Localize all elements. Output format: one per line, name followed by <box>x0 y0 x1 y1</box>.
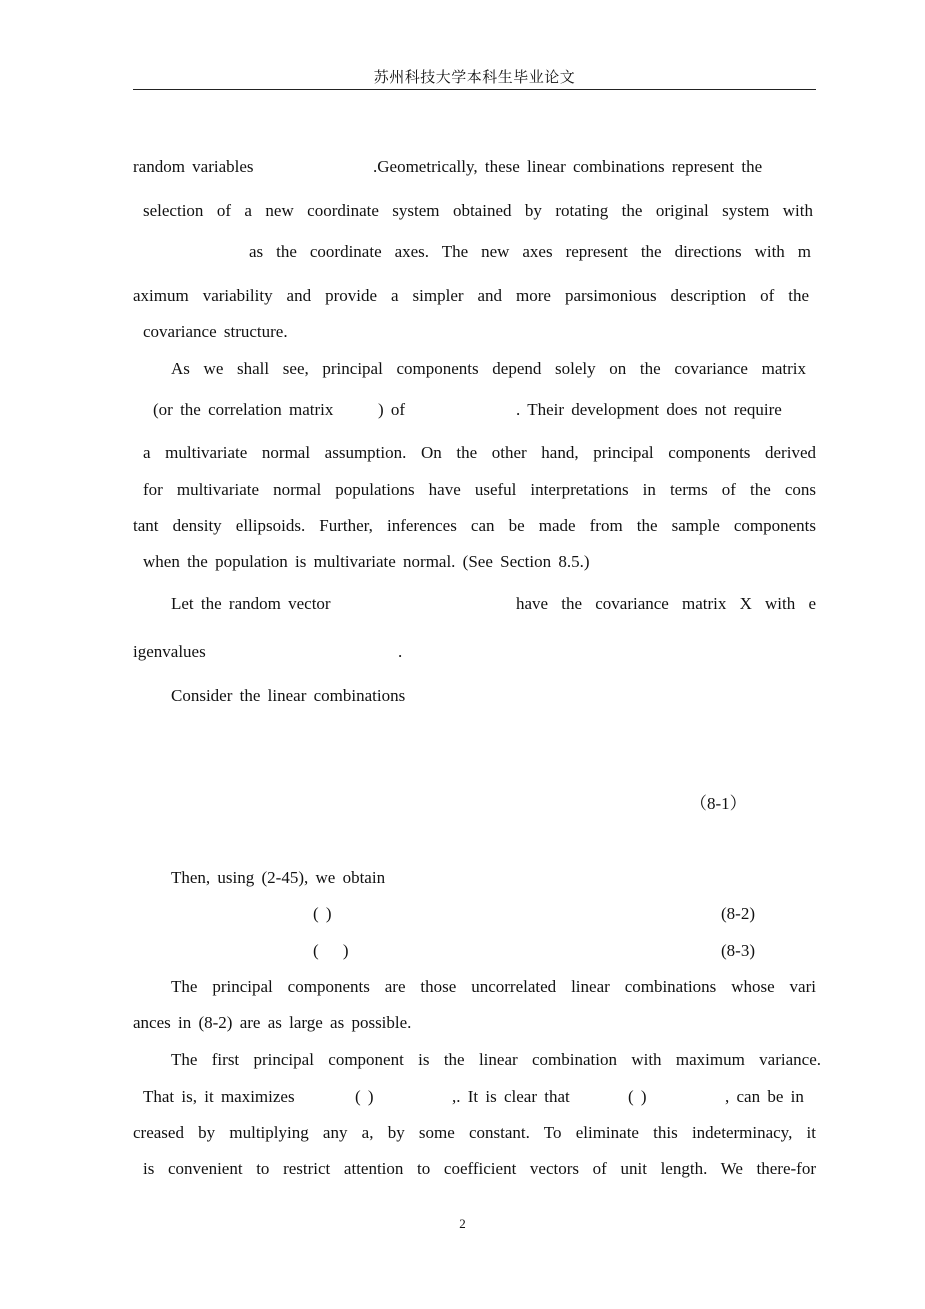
equation-label: (8-2) <box>721 904 755 923</box>
text-line: have the covariance matrix X with e <box>516 594 816 613</box>
text-line: as the coordinate axes. The new axes represent the directions with m <box>249 242 811 261</box>
page-number: 2 <box>459 1216 466 1231</box>
text-line: tant density ellipsoids. Further, inferences can be made from the sample components <box>133 516 816 535</box>
equation-label: (8-3) <box>721 941 755 960</box>
text-line: ances in (8-2) are as large as possible. <box>133 1013 412 1032</box>
text-line: selection of a new coordinate system obtained by rotating the original system with <box>143 201 813 220</box>
text-line: ,. It is clear that <box>452 1087 570 1106</box>
text-line: igenvalues <box>133 642 206 661</box>
text-line: is convenient to restrict attention to coefficient vectors of unit length. We there-for <box>143 1159 816 1178</box>
text-line: random variables <box>133 157 254 176</box>
text-line: .Geometrically, these linear combinations represent the <box>373 157 763 176</box>
header-divider <box>133 89 816 90</box>
text-line: covariance structure. <box>143 322 288 341</box>
text-line: . <box>398 642 403 661</box>
equation-label: （8-1） <box>690 794 747 813</box>
page-header: 苏州科技大学本科生毕业论文 <box>373 68 576 86</box>
text-line: (or the correlation matrix <box>153 400 334 419</box>
text-line: creased by multiplying any a, by some constant. To eliminate this indeterminacy, it <box>133 1123 816 1142</box>
text-line: The principal components are those uncorrelated linear combinations whose vari <box>171 977 816 996</box>
text-line: a multivariate normal assumption. On the other hand, principal components derived <box>143 443 816 462</box>
text-line: for multivariate normal populations have useful interpretations in terms of the cons <box>143 480 816 499</box>
text-line: ) of <box>378 400 406 419</box>
text-line: Let the random vector <box>171 594 331 613</box>
equation-fragment: ( ) <box>313 941 349 960</box>
text-line: when the population is multivariate normal. (See Section 8.5.) <box>143 552 590 571</box>
equation-fragment: ( ) <box>313 904 332 923</box>
text-line: The first principal component is the linear combination with maximum variance. <box>171 1050 821 1069</box>
text-line: , can be in <box>725 1087 804 1106</box>
text-line: aximum variability and provide a simpler and more parsimonious description of the <box>133 286 809 305</box>
text-line: . Their development does not require <box>516 400 782 419</box>
text-line: Then, using (2-45), we obtain <box>171 868 386 887</box>
equation-fragment: ( ) <box>628 1087 647 1106</box>
equation-fragment: ( ) <box>355 1087 374 1106</box>
text-line: Consider the linear combinations <box>171 686 406 705</box>
text-line: As we shall see, principal components depend solely on the covariance matrix <box>171 359 806 378</box>
text-line: That is, it maximizes <box>143 1087 295 1106</box>
